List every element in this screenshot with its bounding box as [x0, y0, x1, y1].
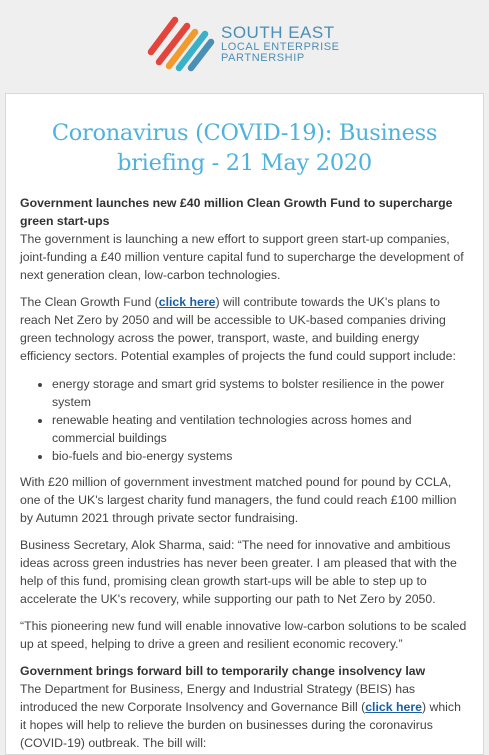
section-heading-insolvency: Government brings forward bill to temporarily change insolvency law	[20, 664, 426, 678]
newsletter-card	[5, 93, 484, 755]
paragraph: The Clean Growth Fund (click here) will contribute towards the UK's plans to reach Net Zero by 2050 and will be accessible to UK-based companies driving green technology across the power, transport, waste, and building energy efficiency sectors. Potential examples of projects the fund could support include:	[20, 295, 456, 363]
logo-wordmark	[221, 24, 340, 65]
paragraph: The government is launching a new effort to support green start-up companies, joint-funding a £40 million venture capital fund to supercharge the development of next generation clean, low-carbon technologies.	[20, 232, 464, 282]
section-heading-clean-growth: Government launches new £40 million Clean Growth Fund to supercharge green start-ups	[20, 196, 453, 228]
logo-line-1: SOUTH EAST	[221, 23, 335, 42]
list-item: • bio-fuels and bio-energy systems	[52, 447, 469, 465]
list-item: • renewable heating and ventilation technologies across homes and commercial buildings	[52, 411, 469, 447]
paragraph: With £20 million of government investment matched pound for pound by CCLA, one of the UK's largest charity fund managers, the fund could reach £100 million by Autumn 2021 through private sector fundraising.	[20, 475, 457, 525]
bullet-list	[20, 375, 469, 465]
paragraph: Business Secretary, Alok Sharma, said: “The need for innovative and ambitious ideas across green industries has never been greater. I am pleased that with the help of this fund, promising clean growth start-ups will be able to step up to accelerate the UK's recovery, while supporting our path to Net Zero by 2050.	[20, 538, 457, 606]
paragraph: The Department for Business, Energy and Industrial Strategy (BEIS) has introduced the new Corporate Insolvency and Governance Bill (click here) which it hopes will help to relieve the burden on businesses during the coronavirus (COVID-19) outbreak. The bill will:	[20, 682, 461, 750]
logo-icon	[145, 12, 217, 74]
click-here-link[interactable]: click here	[158, 295, 216, 309]
logo-line-2: LOCAL ENTERPRISE	[221, 40, 340, 53]
header	[0, 0, 489, 91]
logo-line-3: PARTNERSHIP	[221, 52, 305, 65]
paragraph: “This pioneering new fund will enable innovative low-carbon solutions to be scaled up at speed, helping to drive a green and resilient economic recovery.”	[20, 619, 467, 651]
list-item: • energy storage and smart grid systems to bolster resilience in the power system	[52, 375, 469, 411]
page-title: Coronavirus (COVID-19): Business briefing - 21 May 2020	[51, 120, 438, 176]
click-here-link[interactable]: click here	[365, 700, 422, 714]
